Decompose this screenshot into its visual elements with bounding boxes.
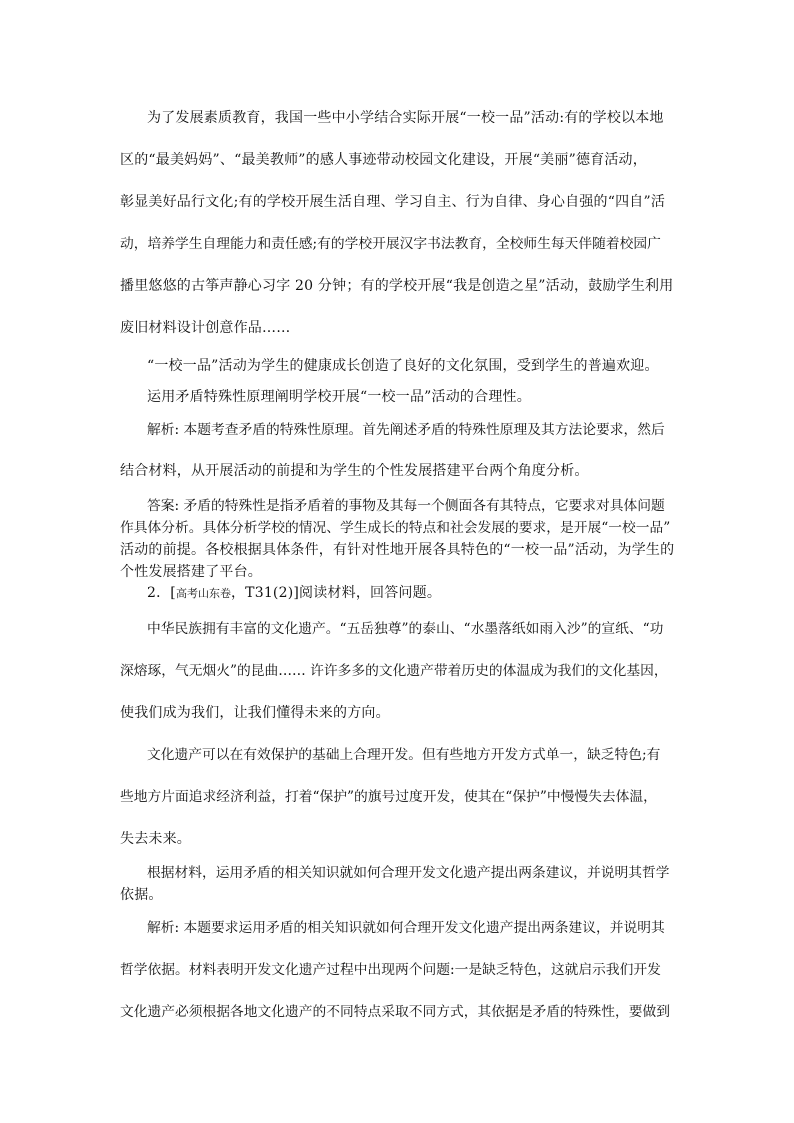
material-1-line: 播里悠悠的古筝声静心习字 20 分钟；有的学校开展“我是创造之星”活动，鼓励学生利用 [120, 278, 674, 294]
analysis-2-line: 文化遗产必须根据各地文化遗产的不同特点采取不同方式，其依据是矛盾的特殊性，要做到 [120, 1004, 671, 1020]
material-2-line: 使我们成为我们，让我们懂得未来的方向。 [120, 705, 390, 721]
material-1-line: 区的“最美妈妈”、“最美教师”的感人事迹带动校园文化建设，开展“美丽”德育活动， [120, 152, 647, 168]
question-3-line: 依据。 [120, 887, 163, 903]
answer-1-line: 答案: 矛盾的特殊性是指矛盾着的事物及其每一个侧面各有其特点，它要求对具体问题 [147, 498, 665, 514]
answer-1-line: 个性发展搭建了平台。 [120, 564, 262, 580]
material-1-line: 动，培养学生自理能力和责任感;有的学校开展汉字书法教育，全校师生每天伴随着校园广 [120, 236, 661, 252]
question-number: 2．[ [147, 585, 176, 601]
analysis-2-line: 解析: 本题要求运用矛盾的相关知识就如何合理开发文化遗产提出两条建议，并说明其 [147, 920, 665, 936]
material-1-conclusion: “一校一品”活动为学生的健康成长创造了良好的文化氛围，受到学生的普遍欢迎。 [147, 358, 659, 374]
question-2-heading [147, 583, 441, 604]
material-3-line: 些地方片面追求经济利益，打着“保护”的旗号过度开发，使其在“保护”中慢慢失去体温， [120, 789, 657, 805]
material-1-line: 为了发展素质教育，我国一些中小学结合实际开展“一校一品”活动:有的学校以本地 [147, 110, 664, 126]
exam-source: 高考山东卷 [175, 587, 231, 600]
material-2-line: 深熔琢，气无烟火”的昆曲…… 许许多多的文化遗产带着历史的体温成为我们的文化基因， [120, 663, 668, 679]
question-3-line: 根据材料，运用矛盾的相关知识就如何合理开发文化遗产提出两条建议，并说明其哲学 [147, 865, 670, 881]
analysis-2-line: 哲学依据。材料表明开发文化遗产过程中出现两个问题:一是缺乏特色，这就启示我们开发 [120, 962, 661, 978]
analysis-1-line: 解析: 本题考查矛盾的特殊性原理。首先阐述矛盾的特殊性原理及其方法论要求，然后 [147, 422, 665, 438]
question-1: 运用矛盾特殊性原理阐明学校开展“一校一品”活动的合理性。 [147, 389, 531, 405]
answer-1-line: 活动的前提。各校根据具体条件，有针对性地开展各具特色的“一校一品”活动，为学生的 [120, 542, 675, 558]
material-1-line: 废旧材料设计创意作品…… [120, 320, 291, 336]
material-1-line: 彰显美好品行文化;有的学校开展生活自理、学习自主、行为自律、身心自强的“四自”活 [120, 194, 666, 210]
question-2-instruction: ，T31(2)]阅读材料，回答问题。 [230, 585, 442, 601]
analysis-1-line: 结合材料，从开展活动的前提和为学生的个性发展搭建平台两个角度分析。 [120, 463, 589, 479]
material-3-line: 失去未来。 [120, 831, 191, 847]
answer-1-line: 作具体分析。具体分析学校的情况、学生成长的特点和社会发展的要求，是开展“一校一品” [120, 520, 671, 536]
material-3-line: 文化遗产可以在有效保护的基础上合理开发。但有些地方开发方式单一，缺乏特色;有 [147, 747, 661, 763]
material-2-line: 中华民族拥有丰富的文化遗产。“五岳独尊”的泰山、“水墨落纸如雨入沙”的宣纸、“功 [147, 621, 664, 637]
